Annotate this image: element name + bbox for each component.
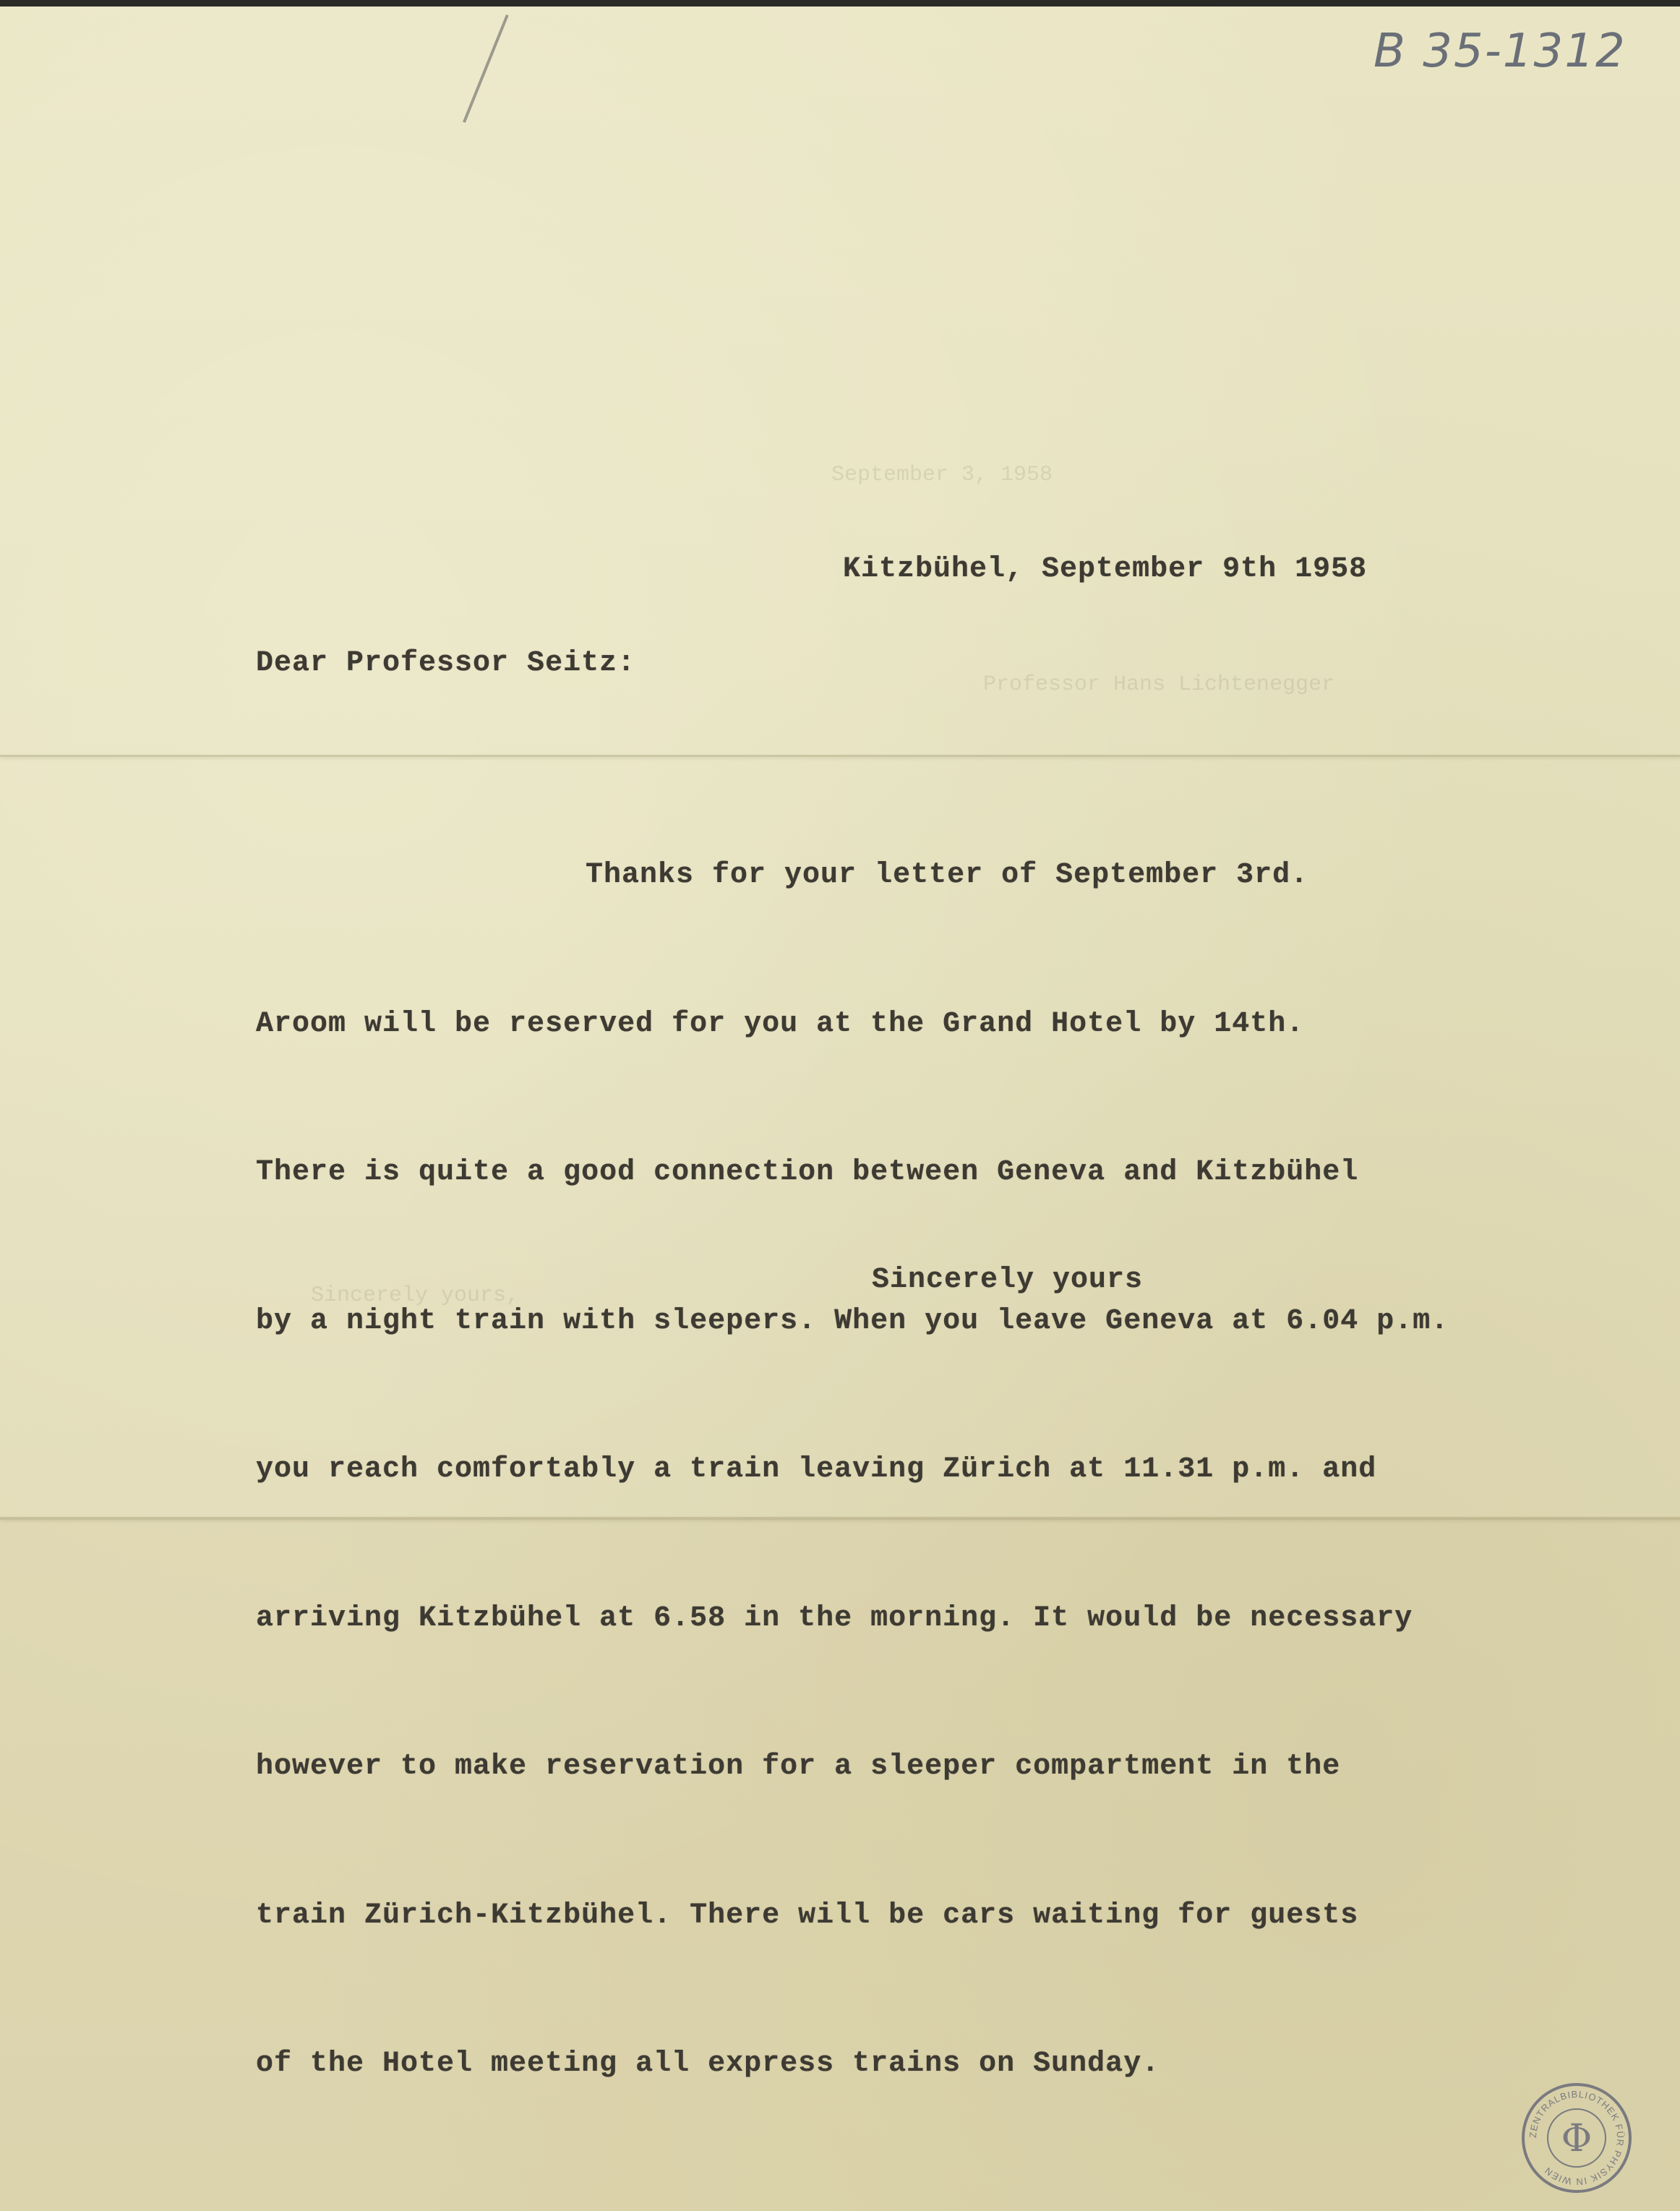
body-line: however to make reservation for a sleeper compartment in the (256, 1750, 1341, 1783)
show-through-text: Professor Hans Lichtenegger (983, 672, 1335, 697)
show-through-text: September 3, 1958 (831, 463, 1053, 487)
body-line: of the Hotel meeting all express trains on Sunday. (256, 2048, 1160, 2080)
archive-reference: B 35-1312 (1373, 25, 1627, 78)
body-line: train Zürich-Kitzbühel. There will be cars waiting for guests (256, 1899, 1359, 1932)
stamp-ring-text: ZENTRALBIBLIOTHEK FÜR PHYSIK IN WIEN (1527, 2088, 1627, 2188)
stamp-symbol: Φ (1561, 2117, 1593, 2160)
body-line: Aroom will be reserved for you at the Grand Hotel by 14th. (256, 1007, 1305, 1040)
page-top-edge (0, 0, 1680, 7)
pencil-mark (463, 14, 509, 123)
show-through-text: Sincerely yours, (311, 1283, 520, 1308)
library-stamp-icon (1519, 2080, 1634, 2196)
letter-dateline: Kitzbühel, September 9th 1958 (843, 553, 1368, 586)
body-line: arriving Kitzbühel at 6.58 in the morning. It would be necessary (256, 1601, 1413, 1635)
letter-body (256, 752, 1449, 2189)
letter-salutation: Dear Professor Seitz: (256, 647, 636, 680)
letter-closing: Sincerely yours (872, 1264, 1144, 1296)
body-line: There is quite a good connection between Geneva and Kitzbühel (256, 1156, 1359, 1189)
body-line: you reach comfortably a train leaving Zürich at 11.31 p.m. and (256, 1453, 1377, 1486)
body-line: Thanks for your letter of September 3rd. (586, 859, 1309, 891)
body-line: by a night train with sleepers. When you leave Geneva at 6.04 p.m. (256, 1304, 1449, 1338)
